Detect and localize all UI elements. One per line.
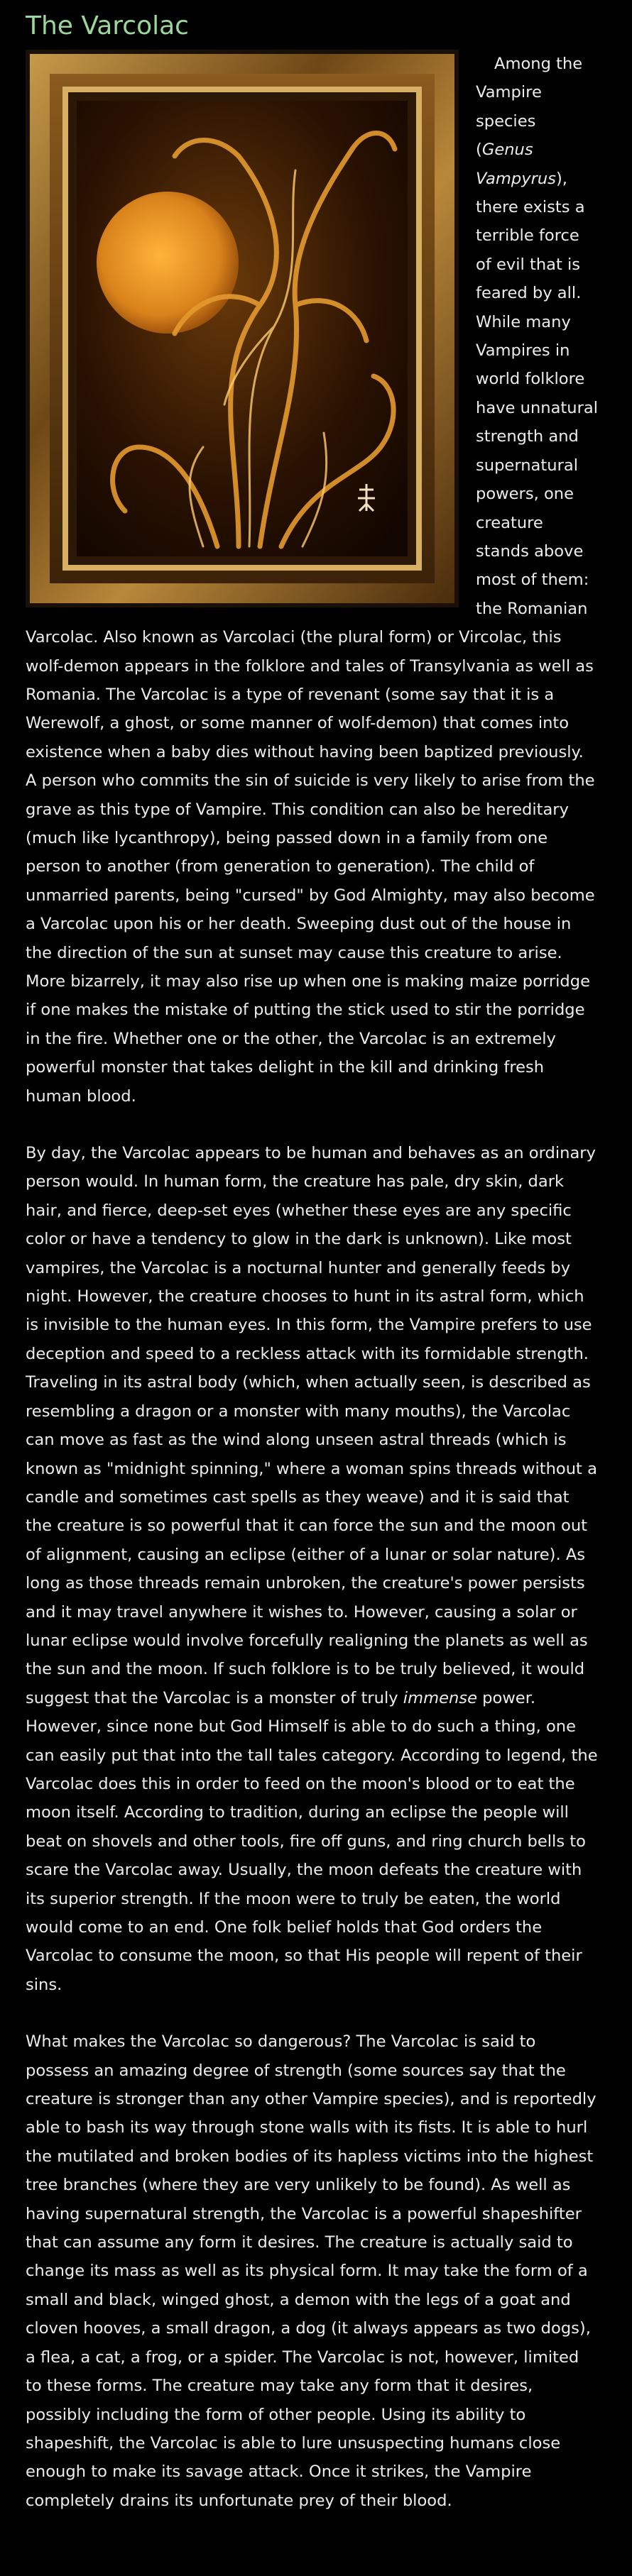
- emphasis-immense: immense: [403, 1688, 477, 1707]
- painting-svg: [26, 50, 459, 607]
- intro-text-start: Among the Vampire species (: [476, 55, 583, 160]
- paragraph-strength: What makes the Varcolac so dangerous? The Varcolac is said to possess an amazing degree of strength (some sources say that the creature is stronger than any other Vampire species), and is reportedly able to bash its way through stone walls with its fists. It is able to hurl the mutilated and broken bodies of its hapless victims into the highest tree branches (where they are very unlikely to be found). As well as having supernatural strength, the Varcolac is a powerful shapeshifter that can assume any form it desires. The creature is actually said to change its mass as well as its physical form. It may take the form of a small and black, winged ghost, a demon with the legs of a goat and cloven hooves, a small dragon, a dog (it always appears as two dogs), a flea, a cat, a frog, or a spider. The Varcolac is not, however, limited to these forms. The creature may take any form that it desires, possibly including the form of other people. Using its ability to shapeshift, the Varcolac is able to lure unsuspecting humans close enough to make its savage attack. Once it strikes, the Vampire completely drains its unfortunate prey of their blood.: [26, 2032, 596, 2510]
- paragraph-astral-form: [26, 1139, 598, 1999]
- genus-name: Genus Vampyrus: [476, 141, 556, 188]
- page-title: The Varcolac: [26, 11, 189, 40]
- varcolac-painting: [26, 50, 459, 607]
- intro-text-rest: ), there exists a terrible force of evil that is feared by all. While many Vampires in world folklore have unnatural strength and supernatural powers, one creature stands above most of them: the Romanian Varcolac. Also known as Varcolaci (the plural form) or Vircolac, this wolf-demon appears in the folklore and tales of Transylvania as well as Romania. The Varcolac is a type of revenant (some say that it is a Werewolf, a ghost, or some manner of wolf-demon) that comes into existence when a baby dies without having been baptized previously. A person who commits the sin of suicide is very likely to arise from the grave as this type of Vampire. This condition can also be hereditary (much like lycanthropy), being passed down in a family from one person to another (from generation to generation). The child of unmarried parents, being "cursed" by God Almighty, may also become a Varcolac upon his or her death. Sweeping dust out of the house in the direction of the sun at sunset may cause this creature to arise. More bizarrely, it may also rise up when one is making maize porridge if one makes the mistake of putting the stick used to stir the porridge in the fire. Whether one or the other, the Varcolac is an extremely powerful monster that takes delight in the kill and drinking fresh human blood.: [26, 169, 599, 1106]
- article-body: [26, 50, 598, 2515]
- astral-text-start: By day, the Varcolac appears to be human and behaves as an ordinary person would. In human form, the creature has pale, dry skin, dark hair, and fierce, deep-set eyes (whether these eyes are any specific color or have a tendency to glow in the dark is unknown). Like most vampires, the Varcolac is a nocturnal hunter and generally feeds by night. However, the creature chooses to hunt in its astral form, which is invisible to the human eyes. In this form, the Vampire prefers to use deception and speed to a reckless attack with its formidable strength. Traveling in its astral body (which, when actually seen, is described as resembling a dragon or a monster with many mouths), the Varcolac can move as fast as the wind along unseen astral threads (which is known as "midnight spinning," where a woman spins threads without a candle and sometimes cast spells as they weave) and it is said that the creature is so powerful that it can force the sun and the moon out of alignment, causing an eclipse (either of a lunar or solar nature). As long as those threads remain unbroken, the creature's power persists and it may travel anywhere it wishes to. However, causing a solar or lunar eclipse would involve forcefully realigning the planets as well as the sun and the moon. If such folklore is to be truly believed, it would suggest that the Varcolac is a monster of truly: [26, 1144, 597, 1707]
- astral-text-rest: power. However, since none but God Himself is able to do such a thing, one can easily put that into the tall tales category. According to legend, the Varcolac does this in order to feed on the moon's blood or to eat the moon itself. According to tradition, during an eclipse the people will beat on shovels and other tools, fire off guns, and ring church bells to scare the Varcolac away. Usually, the moon defeats the creature with its superior strength. If the moon were to truly be eaten, the world would come to an end. One folk belief holds that God orders the Varcolac to consume the moon, so that His people will repent of their sins.: [26, 1688, 598, 1994]
